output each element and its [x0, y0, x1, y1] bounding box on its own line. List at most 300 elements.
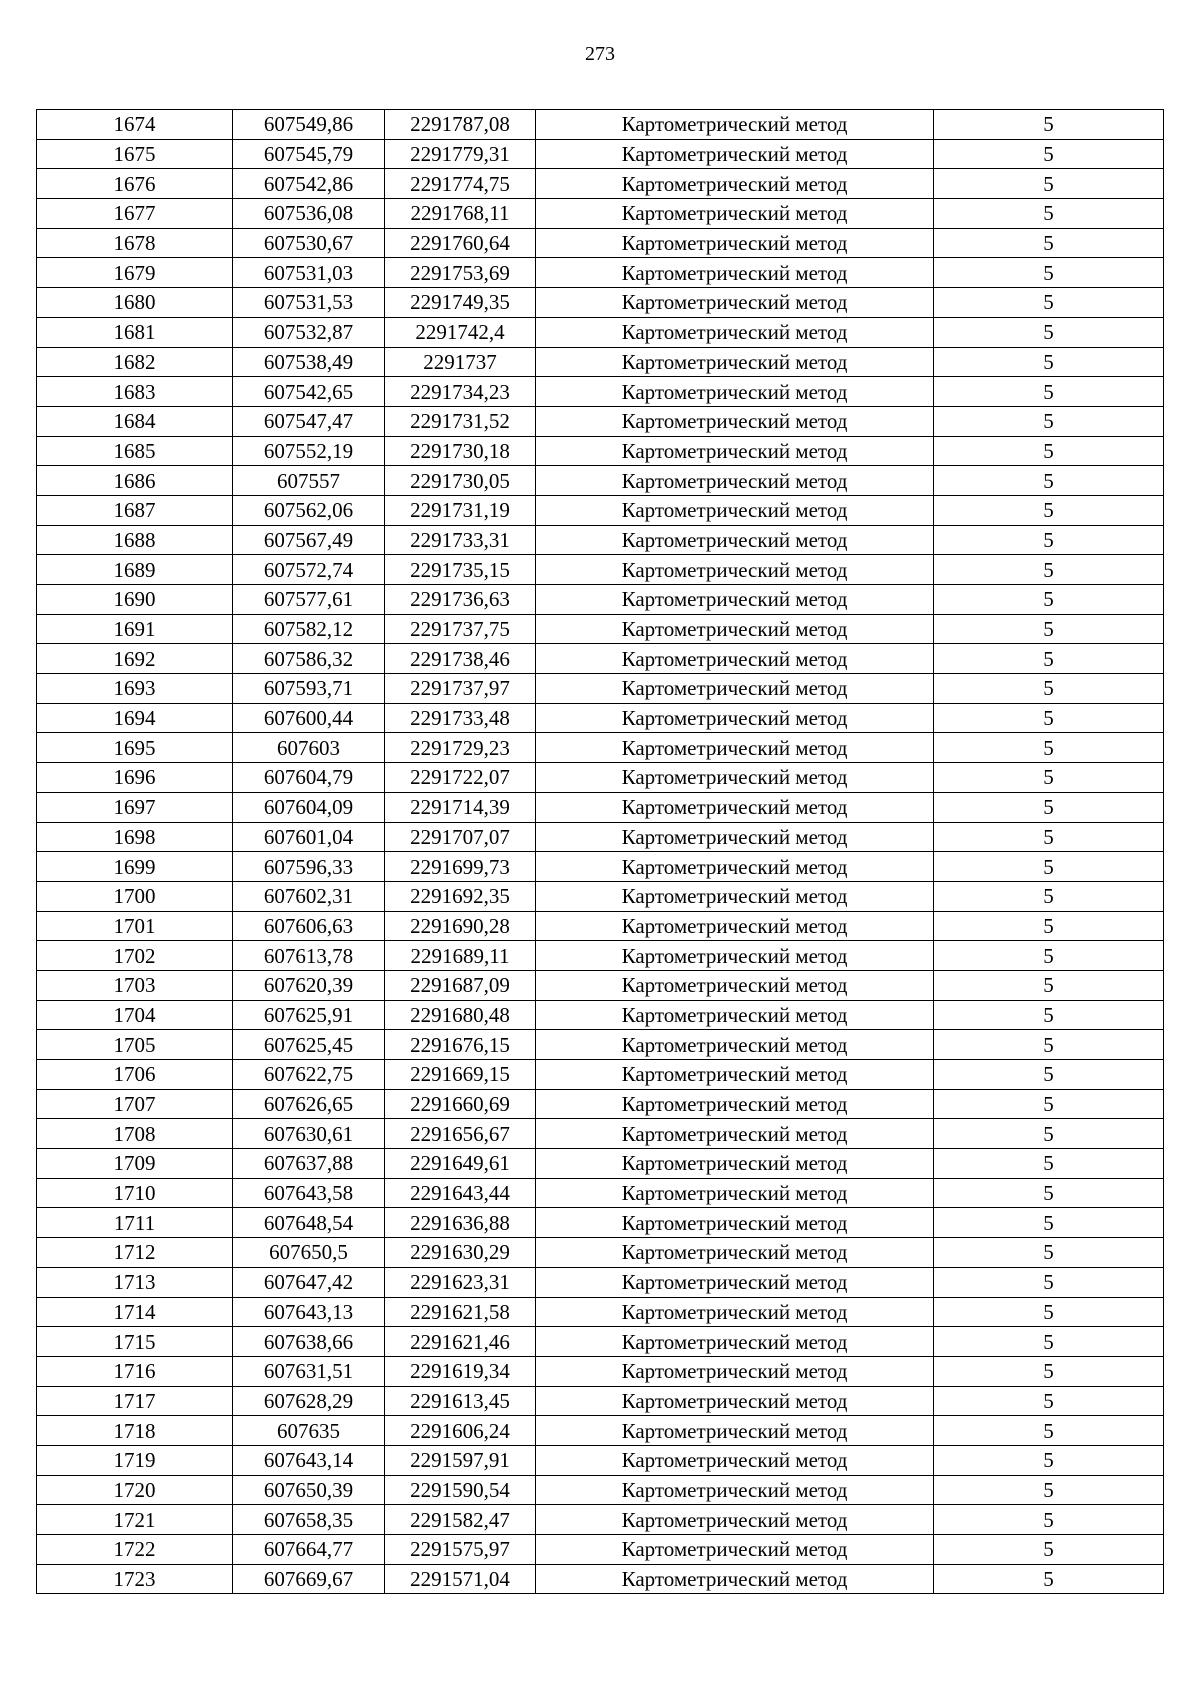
point-number-cell: 1688 [37, 525, 233, 555]
accuracy-cell: 5 [934, 1149, 1164, 1179]
method-cell: Картометрический метод [536, 822, 934, 852]
table-row [37, 169, 1164, 199]
accuracy-cell: 5 [934, 792, 1164, 822]
x-coordinate-cell: 607648,54 [233, 1208, 385, 1238]
table-row [37, 733, 1164, 763]
method-cell: Картометрический метод [536, 1000, 934, 1030]
accuracy-cell: 5 [934, 1564, 1164, 1594]
x-coordinate-cell: 607650,39 [233, 1475, 385, 1505]
table-row [37, 792, 1164, 822]
method-cell: Картометрический метод [536, 1149, 934, 1179]
point-number-cell: 1693 [37, 674, 233, 704]
accuracy-cell: 5 [934, 1297, 1164, 1327]
accuracy-cell: 5 [934, 941, 1164, 971]
accuracy-cell: 5 [934, 495, 1164, 525]
method-cell: Картометрический метод [536, 110, 934, 140]
x-coordinate-cell: 607625,91 [233, 1000, 385, 1030]
y-coordinate-cell: 2291734,23 [385, 377, 536, 407]
accuracy-cell: 5 [934, 585, 1164, 615]
accuracy-cell: 5 [934, 644, 1164, 674]
x-coordinate-cell: 607643,58 [233, 1178, 385, 1208]
accuracy-cell: 5 [934, 466, 1164, 496]
method-cell: Картометрический метод [536, 941, 934, 971]
method-cell: Картометрический метод [536, 1564, 934, 1594]
y-coordinate-cell: 2291623,31 [385, 1267, 536, 1297]
y-coordinate-cell: 2291729,23 [385, 733, 536, 763]
x-coordinate-cell: 607658,35 [233, 1505, 385, 1535]
method-cell: Картометрический метод [536, 1475, 934, 1505]
coordinates-table [36, 109, 1164, 1594]
point-number-cell: 1723 [37, 1564, 233, 1594]
x-coordinate-cell: 607602,31 [233, 881, 385, 911]
method-cell: Картометрический метод [536, 1119, 934, 1149]
table-row [37, 288, 1164, 318]
point-number-cell: 1679 [37, 258, 233, 288]
accuracy-cell: 5 [934, 1445, 1164, 1475]
table-row [37, 139, 1164, 169]
y-coordinate-cell: 2291737 [385, 347, 536, 377]
accuracy-cell: 5 [934, 288, 1164, 318]
method-cell: Картометрический метод [536, 1535, 934, 1565]
accuracy-cell: 5 [934, 911, 1164, 941]
accuracy-cell: 5 [934, 1505, 1164, 1535]
method-cell: Картометрический метод [536, 169, 934, 199]
table-row [37, 1386, 1164, 1416]
y-coordinate-cell: 2291737,75 [385, 614, 536, 644]
x-coordinate-cell: 607620,39 [233, 970, 385, 1000]
y-coordinate-cell: 2291669,15 [385, 1060, 536, 1090]
point-number-cell: 1695 [37, 733, 233, 763]
table-row [37, 258, 1164, 288]
table-row [37, 1178, 1164, 1208]
y-coordinate-cell: 2291689,11 [385, 941, 536, 971]
method-cell: Картометрический метод [536, 1089, 934, 1119]
method-cell: Картометрический метод [536, 585, 934, 615]
method-cell: Картометрический метод [536, 406, 934, 436]
page-number: 273 [585, 43, 615, 65]
table-row [37, 941, 1164, 971]
method-cell: Картометрический метод [536, 199, 934, 229]
table-row [37, 199, 1164, 229]
method-cell: Картометрический метод [536, 436, 934, 466]
x-coordinate-cell: 607664,77 [233, 1535, 385, 1565]
point-number-cell: 1682 [37, 347, 233, 377]
y-coordinate-cell: 2291630,29 [385, 1238, 536, 1268]
point-number-cell: 1686 [37, 466, 233, 496]
table-row [37, 1149, 1164, 1179]
method-cell: Картометрический метод [536, 495, 934, 525]
point-number-cell: 1703 [37, 970, 233, 1000]
table-row [37, 1475, 1164, 1505]
accuracy-cell: 5 [934, 406, 1164, 436]
x-coordinate-cell: 607637,88 [233, 1149, 385, 1179]
method-cell: Картометрический метод [536, 881, 934, 911]
y-coordinate-cell: 2291656,67 [385, 1119, 536, 1149]
point-number-cell: 1700 [37, 881, 233, 911]
table-row [37, 881, 1164, 911]
x-coordinate-cell: 607536,08 [233, 199, 385, 229]
y-coordinate-cell: 2291731,19 [385, 495, 536, 525]
accuracy-cell: 5 [934, 1267, 1164, 1297]
x-coordinate-cell: 607638,66 [233, 1327, 385, 1357]
point-number-cell: 1678 [37, 228, 233, 258]
table-row [37, 1564, 1164, 1594]
method-cell: Картометрический метод [536, 1060, 934, 1090]
table-row [37, 614, 1164, 644]
table-row [37, 852, 1164, 882]
point-number-cell: 1714 [37, 1297, 233, 1327]
point-number-cell: 1711 [37, 1208, 233, 1238]
x-coordinate-cell: 607586,32 [233, 644, 385, 674]
method-cell: Картометрический метод [536, 525, 934, 555]
point-number-cell: 1687 [37, 495, 233, 525]
y-coordinate-cell: 2291787,08 [385, 110, 536, 140]
point-number-cell: 1675 [37, 139, 233, 169]
table-row [37, 1356, 1164, 1386]
y-coordinate-cell: 2291731,52 [385, 406, 536, 436]
table-row [37, 1238, 1164, 1268]
y-coordinate-cell: 2291742,4 [385, 317, 536, 347]
point-number-cell: 1701 [37, 911, 233, 941]
method-cell: Картометрический метод [536, 1208, 934, 1238]
accuracy-cell: 5 [934, 525, 1164, 555]
method-cell: Картометрический метод [536, 466, 934, 496]
method-cell: Картометрический метод [536, 317, 934, 347]
accuracy-cell: 5 [934, 1178, 1164, 1208]
coordinates-table-body [37, 110, 1164, 1594]
point-number-cell: 1715 [37, 1327, 233, 1357]
x-coordinate-cell: 607549,86 [233, 110, 385, 140]
y-coordinate-cell: 2291714,39 [385, 792, 536, 822]
point-number-cell: 1709 [37, 1149, 233, 1179]
point-number-cell: 1674 [37, 110, 233, 140]
method-cell: Картометрический метод [536, 1356, 934, 1386]
point-number-cell: 1683 [37, 377, 233, 407]
accuracy-cell: 5 [934, 1238, 1164, 1268]
table-row [37, 377, 1164, 407]
x-coordinate-cell: 607647,42 [233, 1267, 385, 1297]
method-cell: Картометрический метод [536, 1297, 934, 1327]
table-row [37, 555, 1164, 585]
x-coordinate-cell: 607547,47 [233, 406, 385, 436]
y-coordinate-cell: 2291643,44 [385, 1178, 536, 1208]
accuracy-cell: 5 [934, 1060, 1164, 1090]
method-cell: Картометрический метод [536, 347, 934, 377]
y-coordinate-cell: 2291621,46 [385, 1327, 536, 1357]
point-number-cell: 1696 [37, 763, 233, 793]
y-coordinate-cell: 2291575,97 [385, 1535, 536, 1565]
point-number-cell: 1707 [37, 1089, 233, 1119]
point-number-cell: 1710 [37, 1178, 233, 1208]
table-row [37, 347, 1164, 377]
table-row [37, 1089, 1164, 1119]
accuracy-cell: 5 [934, 763, 1164, 793]
y-coordinate-cell: 2291774,75 [385, 169, 536, 199]
y-coordinate-cell: 2291619,34 [385, 1356, 536, 1386]
accuracy-cell: 5 [934, 1089, 1164, 1119]
x-coordinate-cell: 607532,87 [233, 317, 385, 347]
point-number-cell: 1705 [37, 1030, 233, 1060]
table-row [37, 525, 1164, 555]
x-coordinate-cell: 607604,79 [233, 763, 385, 793]
accuracy-cell: 5 [934, 555, 1164, 585]
accuracy-cell: 5 [934, 228, 1164, 258]
method-cell: Картометрический метод [536, 674, 934, 704]
table-row [37, 970, 1164, 1000]
y-coordinate-cell: 2291733,48 [385, 703, 536, 733]
accuracy-cell: 5 [934, 1000, 1164, 1030]
table-row [37, 644, 1164, 674]
method-cell: Картометрический метод [536, 703, 934, 733]
accuracy-cell: 5 [934, 258, 1164, 288]
accuracy-cell: 5 [934, 822, 1164, 852]
x-coordinate-cell: 607628,29 [233, 1386, 385, 1416]
point-number-cell: 1712 [37, 1238, 233, 1268]
method-cell: Картометрический метод [536, 970, 934, 1000]
y-coordinate-cell: 2291699,73 [385, 852, 536, 882]
table-row [37, 1267, 1164, 1297]
table-row [37, 1416, 1164, 1446]
y-coordinate-cell: 2291760,64 [385, 228, 536, 258]
y-coordinate-cell: 2291738,46 [385, 644, 536, 674]
table-row [37, 110, 1164, 140]
point-number-cell: 1691 [37, 614, 233, 644]
y-coordinate-cell: 2291737,97 [385, 674, 536, 704]
table-row [37, 228, 1164, 258]
point-number-cell: 1692 [37, 644, 233, 674]
method-cell: Картометрический метод [536, 258, 934, 288]
point-number-cell: 1713 [37, 1267, 233, 1297]
x-coordinate-cell: 607562,06 [233, 495, 385, 525]
x-coordinate-cell: 607626,65 [233, 1089, 385, 1119]
point-number-cell: 1694 [37, 703, 233, 733]
point-number-cell: 1677 [37, 199, 233, 229]
method-cell: Картометрический метод [536, 1416, 934, 1446]
point-number-cell: 1721 [37, 1505, 233, 1535]
y-coordinate-cell: 2291613,45 [385, 1386, 536, 1416]
x-coordinate-cell: 607572,74 [233, 555, 385, 585]
accuracy-cell: 5 [934, 881, 1164, 911]
table-row [37, 1030, 1164, 1060]
y-coordinate-cell: 2291730,18 [385, 436, 536, 466]
accuracy-cell: 5 [934, 1030, 1164, 1060]
accuracy-cell: 5 [934, 110, 1164, 140]
x-coordinate-cell: 607601,04 [233, 822, 385, 852]
accuracy-cell: 5 [934, 1386, 1164, 1416]
table-row [37, 406, 1164, 436]
y-coordinate-cell: 2291722,07 [385, 763, 536, 793]
method-cell: Картометрический метод [536, 763, 934, 793]
x-coordinate-cell: 607604,09 [233, 792, 385, 822]
point-number-cell: 1719 [37, 1445, 233, 1475]
accuracy-cell: 5 [934, 199, 1164, 229]
x-coordinate-cell: 607606,63 [233, 911, 385, 941]
x-coordinate-cell: 607577,61 [233, 585, 385, 615]
x-coordinate-cell: 607613,78 [233, 941, 385, 971]
y-coordinate-cell: 2291676,15 [385, 1030, 536, 1060]
table-row [37, 911, 1164, 941]
table-row [37, 495, 1164, 525]
point-number-cell: 1684 [37, 406, 233, 436]
x-coordinate-cell: 607531,03 [233, 258, 385, 288]
point-number-cell: 1704 [37, 1000, 233, 1030]
y-coordinate-cell: 2291736,63 [385, 585, 536, 615]
x-coordinate-cell: 607622,75 [233, 1060, 385, 1090]
y-coordinate-cell: 2291768,11 [385, 199, 536, 229]
point-number-cell: 1720 [37, 1475, 233, 1505]
accuracy-cell: 5 [934, 733, 1164, 763]
y-coordinate-cell: 2291649,61 [385, 1149, 536, 1179]
y-coordinate-cell: 2291621,58 [385, 1297, 536, 1327]
table-row [37, 317, 1164, 347]
x-coordinate-cell: 607603 [233, 733, 385, 763]
point-number-cell: 1685 [37, 436, 233, 466]
table-row [37, 1445, 1164, 1475]
table-row [37, 585, 1164, 615]
y-coordinate-cell: 2291680,48 [385, 1000, 536, 1030]
y-coordinate-cell: 2291779,31 [385, 139, 536, 169]
y-coordinate-cell: 2291606,24 [385, 1416, 536, 1446]
y-coordinate-cell: 2291749,35 [385, 288, 536, 318]
accuracy-cell: 5 [934, 1327, 1164, 1357]
point-number-cell: 1702 [37, 941, 233, 971]
method-cell: Картометрический метод [536, 911, 934, 941]
point-number-cell: 1698 [37, 822, 233, 852]
x-coordinate-cell: 607542,86 [233, 169, 385, 199]
y-coordinate-cell: 2291660,69 [385, 1089, 536, 1119]
method-cell: Картометрический метод [536, 1178, 934, 1208]
accuracy-cell: 5 [934, 970, 1164, 1000]
method-cell: Картометрический метод [536, 852, 934, 882]
y-coordinate-cell: 2291690,28 [385, 911, 536, 941]
method-cell: Картометрический метод [536, 228, 934, 258]
point-number-cell: 1718 [37, 1416, 233, 1446]
table-row [37, 1327, 1164, 1357]
method-cell: Картометрический метод [536, 792, 934, 822]
x-coordinate-cell: 607593,71 [233, 674, 385, 704]
y-coordinate-cell: 2291571,04 [385, 1564, 536, 1594]
method-cell: Картометрический метод [536, 1445, 934, 1475]
y-coordinate-cell: 2291687,09 [385, 970, 536, 1000]
y-coordinate-cell: 2291582,47 [385, 1505, 536, 1535]
x-coordinate-cell: 607631,51 [233, 1356, 385, 1386]
point-number-cell: 1706 [37, 1060, 233, 1090]
x-coordinate-cell: 607650,5 [233, 1238, 385, 1268]
table-row [37, 1297, 1164, 1327]
table-row [37, 1119, 1164, 1149]
point-number-cell: 1690 [37, 585, 233, 615]
x-coordinate-cell: 607625,45 [233, 1030, 385, 1060]
x-coordinate-cell: 607567,49 [233, 525, 385, 555]
point-number-cell: 1708 [37, 1119, 233, 1149]
method-cell: Картометрический метод [536, 733, 934, 763]
accuracy-cell: 5 [934, 139, 1164, 169]
table-row [37, 1505, 1164, 1535]
method-cell: Картометрический метод [536, 377, 934, 407]
accuracy-cell: 5 [934, 852, 1164, 882]
method-cell: Картометрический метод [536, 1327, 934, 1357]
x-coordinate-cell: 607538,49 [233, 347, 385, 377]
y-coordinate-cell: 2291590,54 [385, 1475, 536, 1505]
accuracy-cell: 5 [934, 317, 1164, 347]
x-coordinate-cell: 607635 [233, 1416, 385, 1446]
y-coordinate-cell: 2291730,05 [385, 466, 536, 496]
x-coordinate-cell: 607630,61 [233, 1119, 385, 1149]
method-cell: Картометрический метод [536, 1267, 934, 1297]
point-number-cell: 1689 [37, 555, 233, 585]
method-cell: Картометрический метод [536, 139, 934, 169]
y-coordinate-cell: 2291753,69 [385, 258, 536, 288]
x-coordinate-cell: 607531,53 [233, 288, 385, 318]
method-cell: Картометрический метод [536, 1386, 934, 1416]
accuracy-cell: 5 [934, 1356, 1164, 1386]
x-coordinate-cell: 607600,44 [233, 703, 385, 733]
point-number-cell: 1680 [37, 288, 233, 318]
method-cell: Картометрический метод [536, 555, 934, 585]
point-number-cell: 1717 [37, 1386, 233, 1416]
accuracy-cell: 5 [934, 377, 1164, 407]
table-row [37, 1535, 1164, 1565]
x-coordinate-cell: 607545,79 [233, 139, 385, 169]
y-coordinate-cell: 2291692,35 [385, 881, 536, 911]
x-coordinate-cell: 607530,67 [233, 228, 385, 258]
method-cell: Картометрический метод [536, 644, 934, 674]
accuracy-cell: 5 [934, 1119, 1164, 1149]
accuracy-cell: 5 [934, 614, 1164, 644]
table-row [37, 1060, 1164, 1090]
y-coordinate-cell: 2291735,15 [385, 555, 536, 585]
method-cell: Картометрический метод [536, 614, 934, 644]
y-coordinate-cell: 2291597,91 [385, 1445, 536, 1475]
point-number-cell: 1697 [37, 792, 233, 822]
method-cell: Картометрический метод [536, 1505, 934, 1535]
accuracy-cell: 5 [934, 347, 1164, 377]
x-coordinate-cell: 607669,67 [233, 1564, 385, 1594]
method-cell: Картометрический метод [536, 1238, 934, 1268]
accuracy-cell: 5 [934, 169, 1164, 199]
accuracy-cell: 5 [934, 1475, 1164, 1505]
accuracy-cell: 5 [934, 1535, 1164, 1565]
x-coordinate-cell: 607582,12 [233, 614, 385, 644]
table-row [37, 763, 1164, 793]
table-row [37, 1000, 1164, 1030]
x-coordinate-cell: 607557 [233, 466, 385, 496]
point-number-cell: 1722 [37, 1535, 233, 1565]
point-number-cell: 1681 [37, 317, 233, 347]
accuracy-cell: 5 [934, 674, 1164, 704]
x-coordinate-cell: 607552,19 [233, 436, 385, 466]
accuracy-cell: 5 [934, 436, 1164, 466]
x-coordinate-cell: 607643,14 [233, 1445, 385, 1475]
table-row [37, 1208, 1164, 1238]
table-row [37, 674, 1164, 704]
point-number-cell: 1716 [37, 1356, 233, 1386]
method-cell: Картометрический метод [536, 288, 934, 318]
x-coordinate-cell: 607643,13 [233, 1297, 385, 1327]
y-coordinate-cell: 2291707,07 [385, 822, 536, 852]
point-number-cell: 1676 [37, 169, 233, 199]
y-coordinate-cell: 2291733,31 [385, 525, 536, 555]
table-row [37, 822, 1164, 852]
x-coordinate-cell: 607542,65 [233, 377, 385, 407]
table-row [37, 703, 1164, 733]
y-coordinate-cell: 2291636,88 [385, 1208, 536, 1238]
x-coordinate-cell: 607596,33 [233, 852, 385, 882]
table-row [37, 436, 1164, 466]
accuracy-cell: 5 [934, 703, 1164, 733]
table-row [37, 466, 1164, 496]
accuracy-cell: 5 [934, 1208, 1164, 1238]
